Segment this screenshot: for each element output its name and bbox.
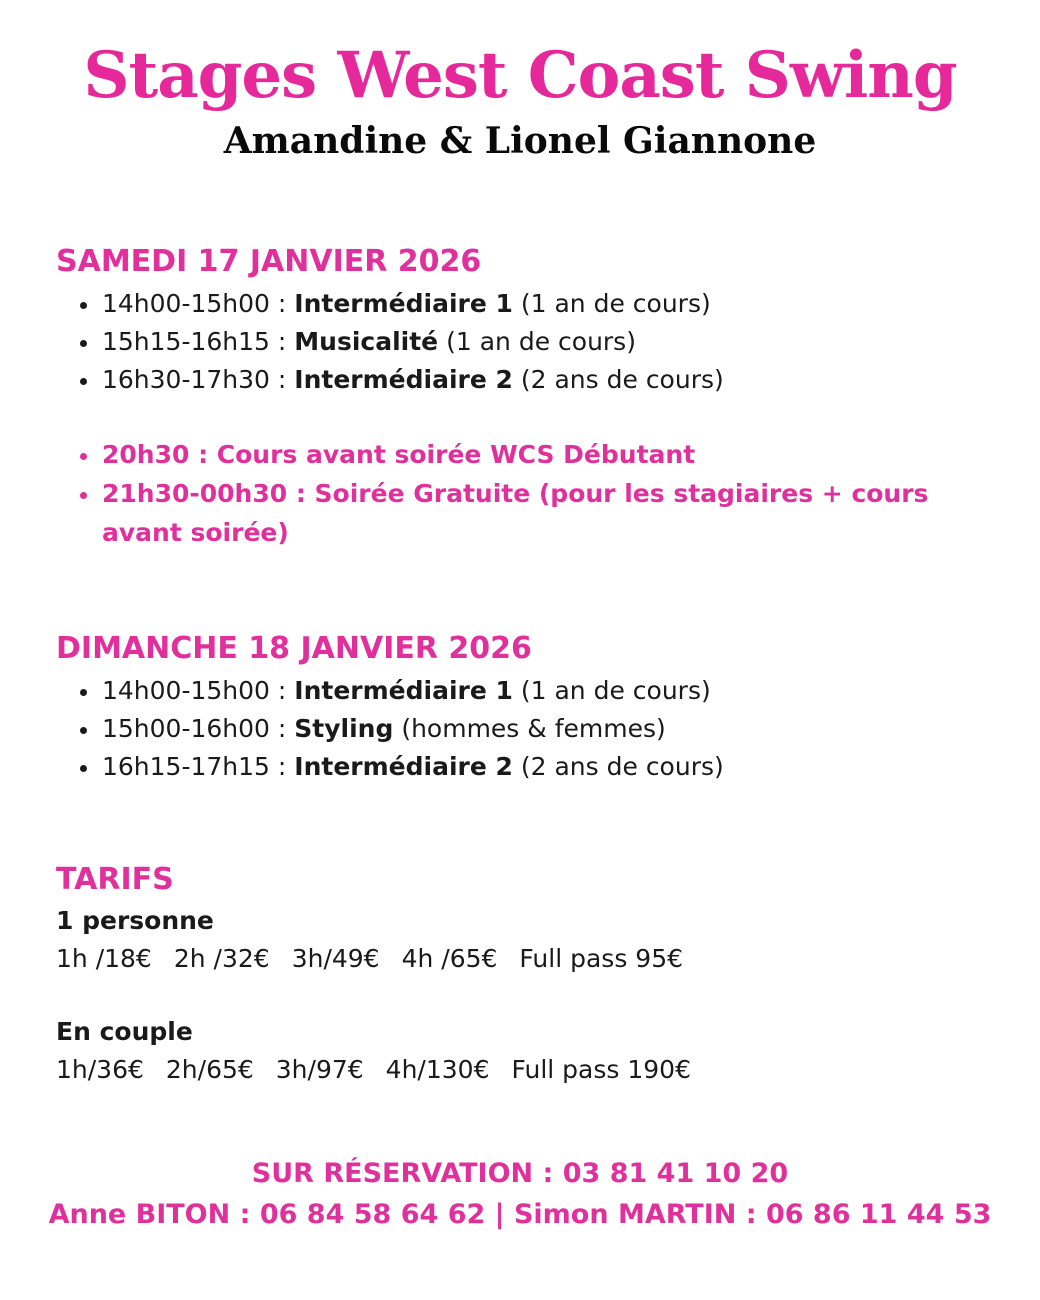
price-item: Full pass 190€ [511, 1055, 691, 1084]
saturday-class-list [80, 285, 1000, 399]
list-item: 20h30 : Cours avant soirée WCS Débutant [80, 435, 960, 474]
list-item [80, 672, 1000, 710]
list-item [80, 361, 1000, 399]
list-item: 21h30-00h30 : Soirée Gratuite (pour les stagiaires + cours avant soirée) [80, 474, 960, 552]
class-detail: (1 an de cours) [446, 327, 636, 356]
price-item: 2h /32€ [173, 944, 270, 973]
price-item: 4h/130€ [385, 1055, 490, 1084]
list-item [80, 323, 1000, 361]
list-item [80, 710, 1000, 748]
sunday-heading: DIMANCHE 18 JANVIER 2026 [56, 631, 532, 666]
contact-people: Anne BITON : 06 84 58 64 62 | Simon MARTIN : 06 86 11 44 53 [48, 1199, 992, 1230]
class-detail: (2 ans de cours) [520, 752, 724, 781]
price-item: 1h/36€ [56, 1055, 144, 1084]
single-price-label: 1 personne [56, 906, 214, 935]
couple-price-row [56, 1055, 713, 1084]
class-time: 16h30-17h30 : [102, 365, 287, 394]
tarifs-heading: TARIFS [56, 862, 174, 897]
class-name: Intermédiaire 1 [294, 676, 513, 705]
reservation-phone: SUR RÉSERVATION : 03 81 41 10 20 [251, 1158, 789, 1189]
class-name: Musicalité [294, 327, 439, 356]
class-time: 14h00-15h00 : [102, 676, 287, 705]
class-time: 16h15-17h15 : [102, 752, 287, 781]
class-detail: (1 an de cours) [520, 289, 711, 318]
price-item: 4h /65€ [401, 944, 498, 973]
class-time: 15h15-16h15 : [102, 327, 287, 356]
list-item [80, 748, 1000, 786]
class-detail: (hommes & femmes) [401, 714, 666, 743]
saturday-heading: SAMEDI 17 JANVIER 2026 [56, 244, 482, 279]
class-name: Intermédiaire 2 [294, 365, 513, 394]
class-time: 14h00-15h00 : [102, 289, 287, 318]
price-item: Full pass 95€ [519, 944, 684, 973]
class-name: Styling [294, 714, 394, 743]
page-subtitle: Amandine & Lionel Giannone [223, 120, 817, 162]
price-item: 3h/49€ [291, 944, 380, 973]
price-item: 1h /18€ [56, 944, 152, 973]
saturday-evening-list [80, 435, 960, 552]
class-time: 15h00-16h00 : [102, 714, 287, 743]
couple-price-label: En couple [56, 1017, 193, 1046]
class-name: Intermédiaire 1 [294, 289, 513, 318]
list-item [80, 285, 1000, 323]
class-detail: (2 ans de cours) [520, 365, 724, 394]
single-price-row [56, 944, 705, 973]
sunday-class-list [80, 672, 1000, 786]
price-item: 2h/65€ [165, 1055, 254, 1084]
class-name: Intermédiaire 2 [294, 752, 513, 781]
price-item: 3h/97€ [275, 1055, 364, 1084]
page-title: Stages West Coast Swing [83, 38, 957, 113]
class-detail: (1 an de cours) [520, 676, 711, 705]
